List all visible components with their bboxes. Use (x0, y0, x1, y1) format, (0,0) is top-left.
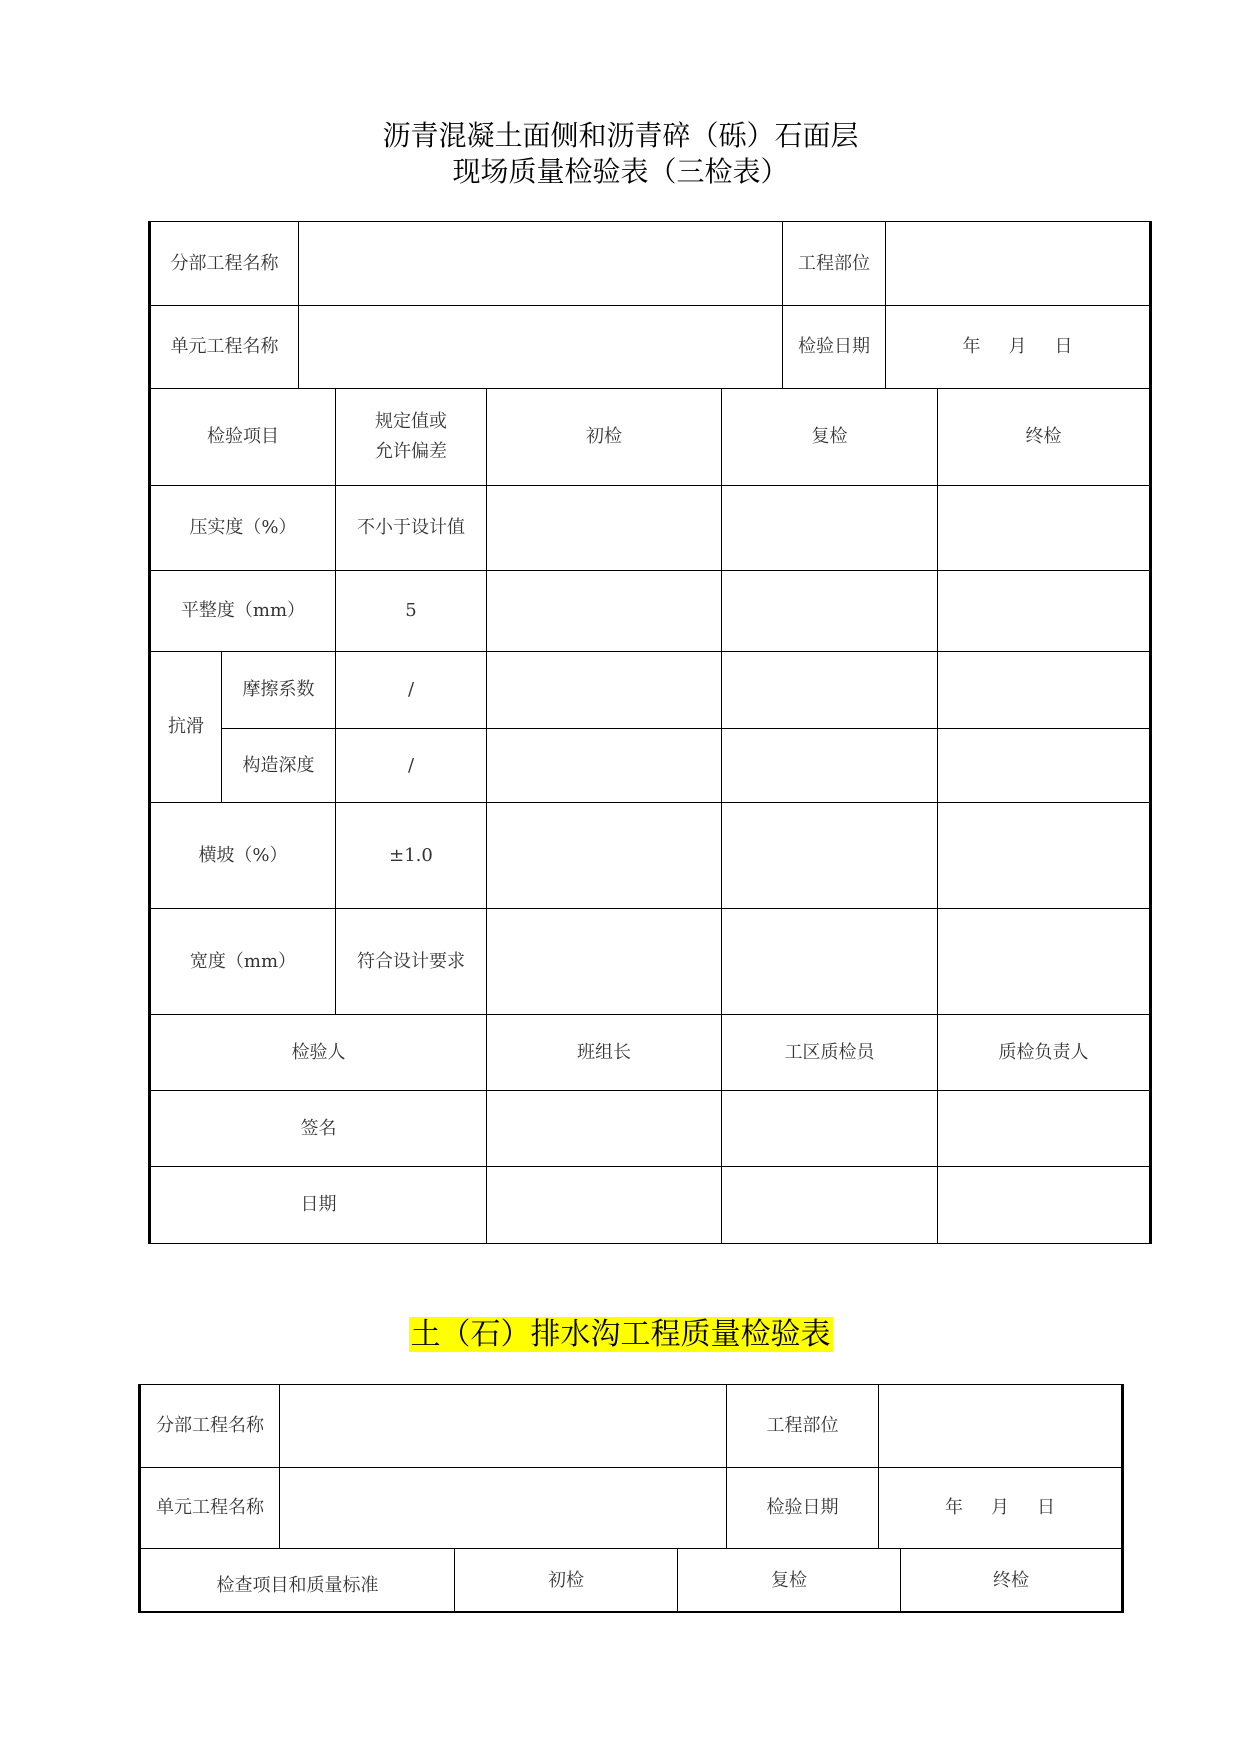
row-spec-width: 符合设计要求 (357, 950, 465, 972)
sign-date-qc-head[interactable] (938, 1167, 1149, 1243)
t2-inspect-date-label: 检验日期 (766, 1497, 839, 1518)
row-spec-flatness: 5 (405, 600, 417, 621)
header-spec-line2: 允许偏差 (375, 441, 447, 462)
page-title-line2: 现场质量检验表（三检表） (452, 155, 789, 188)
sign-date-area-qc[interactable] (722, 1167, 937, 1243)
unit-project-label: 单元工程名称 (170, 336, 279, 357)
t2-unit-project-value[interactable] (280, 1468, 726, 1548)
date-day: 日 (1054, 336, 1073, 357)
area-qc-label: 工区质检员 (784, 1041, 875, 1063)
row-item-compaction: 压实度（%） (189, 517, 297, 538)
t2-sub-project-label: 分部工程名称 (156, 1415, 264, 1436)
t2-sub-project-value[interactable] (280, 1385, 726, 1467)
anti-slip-group: 抗滑 (168, 716, 204, 737)
sub-project-value[interactable] (299, 222, 782, 305)
row-spec-compaction: 不小于设计值 (357, 517, 465, 538)
location-label: 工程部位 (798, 252, 870, 274)
signature-team-leader[interactable] (487, 1091, 721, 1166)
t2-date-year: 年 (945, 1497, 963, 1518)
signature-area-qc[interactable] (722, 1091, 937, 1166)
t2-header-first-check: 初检 (548, 1570, 584, 1591)
t2-inspect-date-value[interactable] (879, 1468, 1121, 1548)
row-item-width: 宽度（mm） (189, 950, 297, 972)
t2-date-day: 日 (1037, 1497, 1055, 1518)
location-value[interactable] (886, 222, 1149, 305)
t2-location-value[interactable] (879, 1385, 1121, 1467)
header-first-check: 初检 (586, 426, 622, 447)
inspect-date-value[interactable] (886, 306, 1149, 388)
signature-qc-head[interactable] (938, 1091, 1149, 1166)
row-item-cross-slope: 横坡（%） (198, 844, 288, 866)
t2-header-final-check: 终检 (993, 1570, 1029, 1591)
qc-head-label: 质检负责人 (998, 1041, 1089, 1063)
t2-date-month: 月 (991, 1497, 1009, 1518)
row-spec-cross-slope: ±1.0 (389, 844, 433, 866)
header-spec-line1: 规定值或 (375, 411, 447, 432)
header-final-check: 终检 (1025, 426, 1062, 447)
sub-project-label: 分部工程名称 (170, 252, 279, 274)
row-item-friction: 摩擦系数 (242, 679, 315, 700)
signature-label: 签名 (300, 1117, 337, 1139)
team-leader-label: 班组长 (577, 1041, 631, 1063)
header-spec (336, 389, 486, 485)
t2-unit-project-label: 单元工程名称 (156, 1497, 264, 1518)
row-item-flatness: 平整度（mm） (180, 600, 306, 621)
t2-header-second-check: 复检 (771, 1570, 807, 1591)
date-year: 年 (962, 336, 981, 357)
inspector-label: 检验人 (291, 1041, 346, 1063)
t2-header-item-standard: 检查项目和质量标准 (216, 1575, 379, 1596)
header-second-check: 复检 (811, 426, 848, 447)
sign-date-team-leader[interactable] (487, 1167, 721, 1243)
section-title-drainage: 土（石）排水沟工程质量检验表 (410, 1317, 831, 1352)
sign-date-label: 日期 (300, 1194, 337, 1215)
row-item-texture-depth: 构造深度 (242, 754, 315, 776)
row-spec-texture-depth: / (407, 754, 415, 776)
t2-location-label: 工程部位 (766, 1415, 839, 1436)
unit-project-value[interactable] (299, 306, 782, 388)
date-month: 月 (1008, 336, 1027, 357)
inspect-date-label: 检验日期 (798, 336, 870, 357)
header-item: 检验项目 (207, 426, 279, 447)
page-title-line1: 沥青混凝土面侧和沥青碎（砾）石面层 (382, 119, 859, 152)
row-spec-friction: / (407, 679, 415, 700)
